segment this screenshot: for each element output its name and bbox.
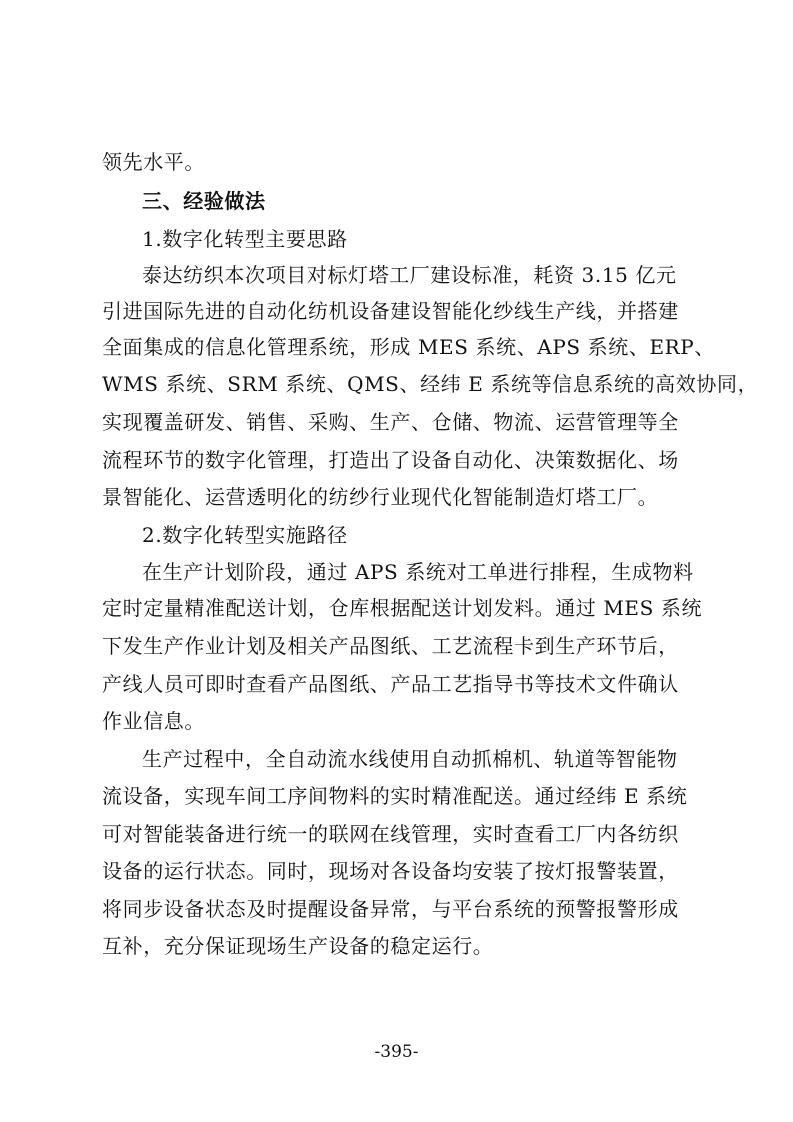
paragraph-line: 流程环节的数字化管理，打造出了设备自动化、决策数据化、场 xyxy=(102,448,679,472)
paragraph-line: 景智能化、运营透明化的纺纱行业现代化智能制造灯塔工厂。 xyxy=(102,485,659,509)
subsection-heading: 1.数字化转型主要思路 xyxy=(142,227,348,251)
paragraph-line: 实现覆盖研发、销售、采购、生产、仓储、物流、运营管理等全 xyxy=(102,410,679,434)
subsection-heading: 2.数字化转型实施路径 xyxy=(142,523,348,547)
paragraph-line: 引进国际先进的自动化纺机设备建设智能化纱线生产线，并搭建 xyxy=(102,299,679,323)
paragraph-line: 在生产计划阶段，通过 APS 系统对工单进行排程，生成物料 xyxy=(142,560,694,584)
paragraph-line: 全面集成的信息化管理系统，形成 MES 系统、APS 系统、ERP、 xyxy=(102,335,715,359)
section-heading: 三、经验做法 xyxy=(142,189,266,213)
paragraph-line: 生产过程中，全自动流水线使用自动抓棉机、轨道等智能物 xyxy=(142,747,678,771)
page-number: -395- xyxy=(374,1042,419,1062)
paragraph-line: 产线人员可即时查看产品图纸、产品工艺指导书等技术文件确认 xyxy=(102,672,679,696)
paragraph-line: 互补，充分保证现场生产设备的稳定运行。 xyxy=(102,934,494,958)
paragraph-line: WMS 系统、SRM 系统、QMS、经纬 E 系统等信息系统的高效协同， xyxy=(102,372,759,396)
paragraph-line: 定时定量精准配送计划，仓库根据配送计划发料。通过 MES 系统 xyxy=(102,596,703,620)
paragraph-line: 设备的运行状态。同时，现场对各设备均安装了按灯报警装置， xyxy=(102,859,679,883)
paragraph-line: 可对智能装备进行统一的联网在线管理，实时查看工厂内各纺织 xyxy=(102,822,679,846)
paragraph-line: 作业信息。 xyxy=(102,709,205,733)
paragraph-line: 泰达纺织本次项目对标灯塔工厂建设标准，耗资 3.15 亿元 xyxy=(142,263,677,287)
paragraph-line: 将同步设备状态及时提醒设备异常，与平台系统的预警报警形成 xyxy=(102,897,679,921)
paragraph-line: 下发生产作业计划及相关产品图纸、工艺流程卡到生产环节后， xyxy=(102,634,679,658)
text-line: 领先水平。 xyxy=(102,150,205,174)
paragraph-line: 流设备，实现车间工序间物料的实时精准配送。通过经纬 E 系统 xyxy=(102,784,688,808)
